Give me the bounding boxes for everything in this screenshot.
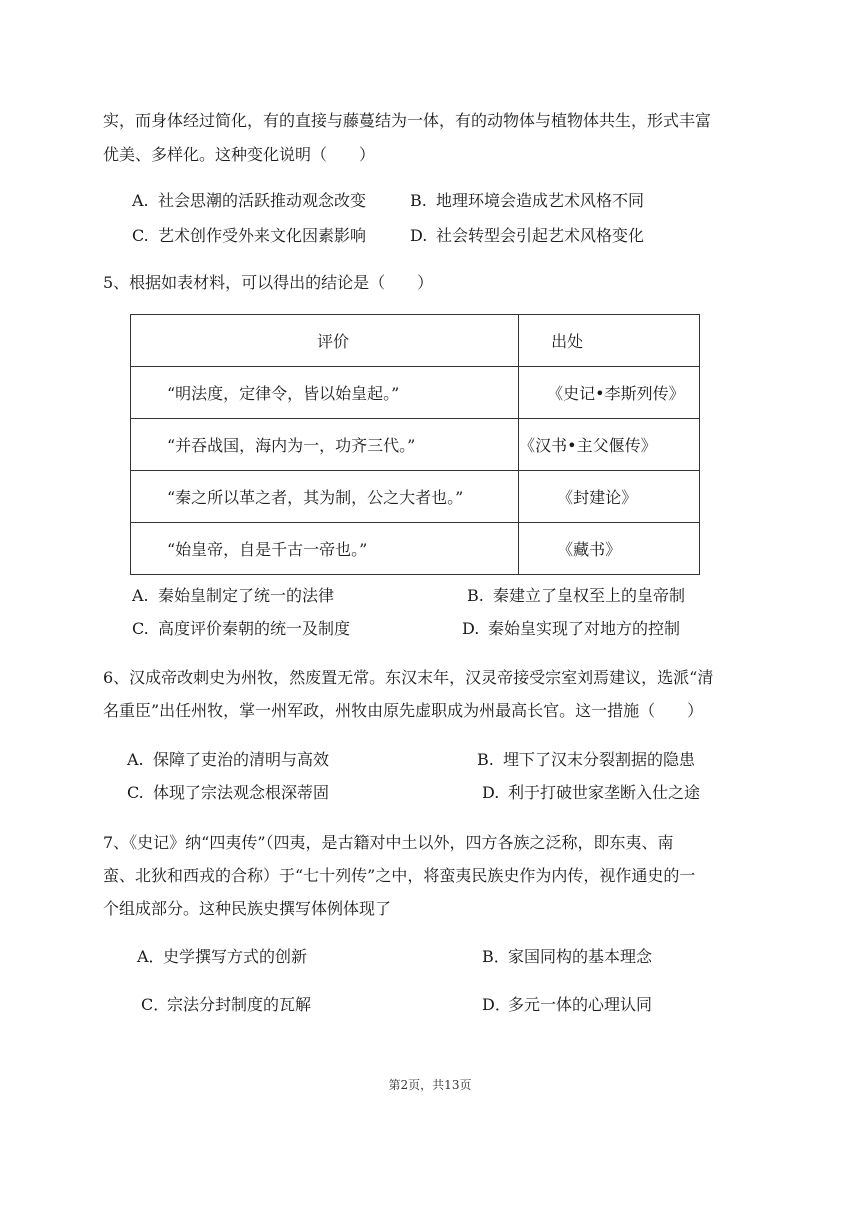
option-letter: D． (482, 995, 511, 1014)
table-header-row (131, 315, 700, 367)
table-row (131, 419, 700, 471)
q4-option-a (132, 191, 366, 211)
table-cell-quote: “并吞战国，海内为一，功齐三代。” (131, 419, 519, 471)
option-letter: D. (410, 226, 428, 245)
q7-option-a (137, 947, 307, 967)
option-letter: B. (467, 586, 484, 605)
q4-stem-line-2: 优美、多样化。这种变化说明（ ） (103, 145, 376, 164)
source-table (130, 314, 700, 575)
option-letter: C. (127, 783, 144, 802)
q6-option-b (477, 750, 695, 770)
q7-option-d (482, 995, 652, 1015)
q7-stem-line-2: 蛮、北狄和西戎的合称）于“七十列传”之中，将蛮夷民族史作为内传，视作通史的一 (103, 866, 696, 885)
q7-option-b (482, 947, 652, 967)
option-text: 史学撰写方式的创新 (163, 947, 308, 966)
option-letter: C. (132, 619, 149, 638)
q4-option-d (410, 226, 644, 246)
header-source: 出处 (519, 315, 700, 367)
option-text: 社会转型会引起艺术风格变化 (436, 226, 645, 245)
option-text: 家国同构的基本理念 (508, 947, 653, 966)
table-cell-source: 《藏书》 (519, 523, 700, 575)
header-evaluation: 评价 (131, 315, 519, 367)
option-text: 社会思潮的活跃推动观念改变 (158, 191, 367, 210)
option-text: 保障了吏治的清明与高效 (153, 750, 330, 769)
option-letter: A. (127, 750, 144, 769)
table-cell-source: 《汉书•主父偃传》 (519, 419, 700, 471)
q5-option-d (462, 619, 680, 639)
q4-stem-line-1: 实，而身体经过简化，有的直接与藤蔓结为一体，有的动物体与植物体共生，形式丰富 (103, 111, 712, 130)
q5-option-c (132, 619, 350, 639)
q5-option-a (132, 586, 334, 606)
table-cell-source: 《封建论》 (519, 471, 700, 523)
option-text: 高度评价秦朝的统一及制度 (158, 619, 351, 638)
table-cell-quote: “明法度，定律令，皆以始皇起。” (131, 367, 519, 419)
option-letter: A． (137, 947, 165, 966)
option-letter: C． (141, 995, 170, 1014)
page-footer: 第2页，共13页 (388, 1078, 472, 1092)
option-letter: B. (477, 750, 494, 769)
option-letter: D. (482, 783, 500, 802)
table-row (131, 471, 700, 523)
table-cell-source: 《史记•李斯列传》 (519, 367, 700, 419)
q5-stem: 5、根据如表材料，可以得出的结论是（ ） (103, 273, 434, 292)
q6-option-c (127, 783, 329, 803)
option-text: 宗法分封制度的瓦解 (167, 995, 312, 1014)
q7-stem-line-3: 个组成部分。这种民族史撰写体例体现了 (103, 899, 392, 918)
option-letter: A. (132, 191, 149, 210)
q4-option-c (132, 226, 366, 246)
table-row (131, 523, 700, 575)
option-text: 秦建立了皇权至上的皇帝制 (493, 586, 686, 605)
q7-option-c (141, 995, 311, 1015)
option-letter: B. (410, 191, 427, 210)
option-letter: C. (132, 226, 149, 245)
option-text: 埋下了汉末分裂割据的隐患 (503, 750, 696, 769)
option-letter: A. (132, 586, 149, 605)
option-letter: B． (482, 947, 510, 966)
q6-stem-line-2: 名重臣”出任州牧，掌一州军政，州牧由原先虚职成为州最高长官。这一措施（ ） (103, 701, 704, 720)
option-text: 秦始皇制定了统一的法律 (158, 586, 335, 605)
option-text: 艺术创作受外来文化因素影响 (158, 226, 367, 245)
option-text: 多元一体的心理认同 (508, 995, 653, 1014)
q5-option-b (467, 586, 685, 606)
option-text: 体现了宗法观念根深蒂固 (153, 783, 330, 802)
q7-stem-line-1: 7、《史记》纳“四夷传”（四夷，是古籍对中土以外，四方各族之泛称，即东夷、南 (103, 833, 674, 852)
q6-stem-line-1: 6、汉成帝改刺史为州牧，然废置无常。东汉末年，汉灵帝接受宗室刘焉建议，选派“清 (103, 668, 714, 687)
q4-option-b (410, 191, 644, 211)
q6-option-a (127, 750, 329, 770)
q6-option-d (482, 783, 700, 803)
option-letter: D. (462, 619, 480, 638)
option-text: 秦始皇实现了对地方的控制 (488, 619, 681, 638)
table-cell-quote: “始皇帝，自是千古一帝也。” (131, 523, 519, 575)
table-row (131, 367, 700, 419)
option-text: 利于打破世家垄断入仕之途 (508, 783, 701, 802)
option-text: 地理环境会造成艺术风格不同 (436, 191, 645, 210)
table-cell-quote: “秦之所以革之者，其为制，公之大者也。” (131, 471, 519, 523)
